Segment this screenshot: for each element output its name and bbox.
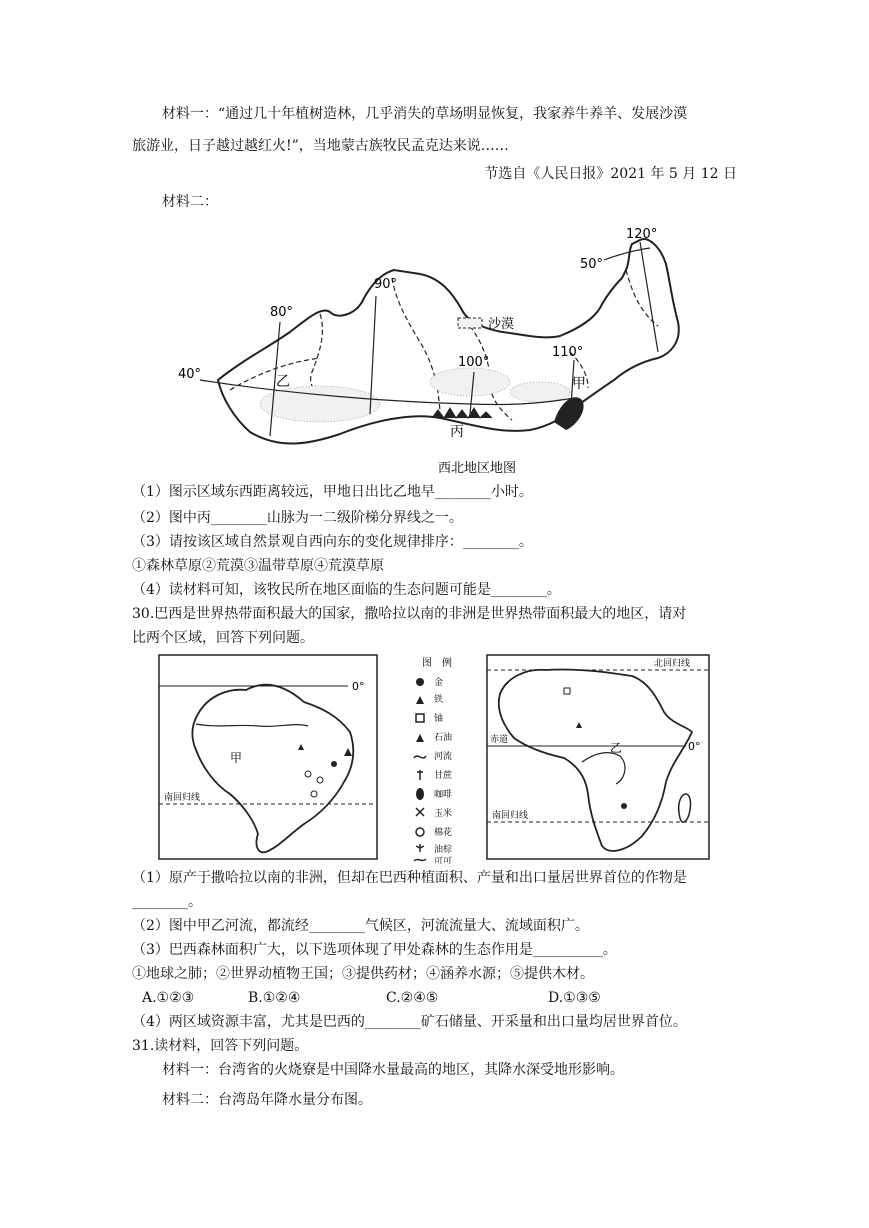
legend-cotton: 棉花 [434,828,453,838]
q29-sub2: （2）图中丙________山脉为一二级阶梯分界线之一。 [132,510,463,526]
africa-gold-symbol [621,803,627,809]
desert-legend-swatch [458,318,482,328]
q31-material1: 材料一：台湾省的火烧寮是中国降水量最高的地区，其降水深受地形影响。 [162,1062,624,1078]
legend-corn-icon [416,808,424,816]
province-boundary-6 [626,270,658,326]
legend-uranium-icon [416,714,424,722]
africa-zero-lat: 0° [688,740,701,753]
lon-90-label: 90° [374,277,398,292]
legend-coffee: 咖啡 [434,790,453,800]
material1-line2: 旅游业，日子越过越红火!”，当地蒙古族牧民孟克达来说…… [132,138,509,154]
map-caption: 西北地区地图 [438,461,517,476]
material2-label: 材料二： [162,194,218,210]
brazil-zero-lat: 0° [352,680,365,693]
material1-source: 节选自《人民日报》2021 年 5 月 12 日 [484,166,737,182]
q30-stem-line2: 比两个区域，回答下列问题。 [132,630,314,646]
q30-sub4: （4）两区域资源丰富，尤其是巴西的________矿石储量、开采量和出口量均居世界首位。 [132,1014,687,1030]
choice-c: C.②④⑤ [386,990,439,1006]
legend-iron: 铁 [434,695,444,705]
q30-sub3: （3）巴西森林面积广大，以下选项体现了甲处森林的生态作用是__________。 [132,942,617,958]
province-boundary-2 [392,278,440,412]
africa-place-yi: 乙 [610,741,623,755]
legend-sugarcane: 甘蔗 [434,771,453,781]
legend-uranium: 铀 [434,714,444,724]
desert-area-west [260,386,380,422]
highland-near-jia [554,397,584,430]
legend-river-icon [414,756,426,758]
q30-sub1-line2: ________。 [132,894,202,910]
lat-50-label: 50° [580,257,604,272]
legend-oil: 石油 [434,733,453,743]
lat-40-label: 40° [178,367,202,382]
lon-110-label: 110° [552,345,584,360]
map-legend [408,654,470,864]
q30-sub3-options: ①地球之肺；②世界动植物王国；③提供药材；④涵养水源；⑤提供木材。 [132,966,594,982]
place-yi-label: 乙 [276,374,290,390]
legend-oilpalm: 油棕 [434,845,453,855]
legend-corn: 玉米 [434,809,453,819]
q29-options: ①森林草原②荒漠③温带草原④荒漠草原 [132,558,384,574]
legend-oil-icon [416,734,424,742]
africa-tropic-n-label: 北回归线 [654,659,691,669]
q29-sub4: （4）读材料可知，该牧民所在地区面临的生态问题可能是________。 [132,582,561,598]
africa-map-frame [487,655,709,859]
q30-stem-line1: 30.巴西是世界热带面积最大的国家，撒哈拉以南的非洲是世界热带面积最大的地区，请对 [132,606,687,622]
africa-tropic-s-label: 南回归线 [492,811,529,821]
legend-cocoa: 可可 [434,857,453,864]
q31-stem: 31.读材料，回答下列问题。 [132,1038,309,1054]
q29-sub3: （3）请按该区域自然景观自西向东的变化规律排序：________。 [132,534,533,550]
q31-material2: 材料二：台湾岛年降水量分布图。 [162,1092,372,1108]
brazil-tropic-label: 南回归线 [164,793,201,803]
mountain-range [432,408,492,418]
choice-a: A.①②③ [142,990,195,1006]
legend-sugarcane-icon [417,770,423,780]
choice-b: B.①②④ [248,990,301,1006]
legend-river: 河流 [434,752,453,762]
legend-oilpalm-icon [416,844,424,852]
choice-d: D.①③⑤ [548,990,601,1006]
legend-cocoa-icon [414,859,426,861]
africa-equator-label: 赤道 [490,735,509,745]
northwest-map [170,222,700,480]
q29-sub1: （1）图示区域东西距离较远，甲地日出比乙地早________小时。 [132,484,533,500]
place-jia-label: 甲 [572,376,586,392]
africa-map [486,654,710,860]
desert-area-east [510,382,570,402]
lon-120-label: 120° [626,227,658,242]
lon-100-label: 100° [458,355,490,370]
legend-gold: 金 [434,678,444,688]
brazil-gold-symbol [331,761,337,767]
q30-sub2: （2）图中甲乙河流，都流经________气候区，河流流量大、流域面积广。 [132,918,589,934]
legend-gold-icon [416,678,424,686]
desert-area-center [430,368,510,396]
meridian-120 [640,242,658,352]
q30-sub1-line1: （1）原产于撒哈拉以南的非洲，但却在巴西种植面积、产量和出口量居世界首位的作物是 [132,870,687,886]
legend-coffee-icon [416,788,424,800]
material1-line1: 材料一：“通过几十年植树造林，几乎消失的草场明显恢复，我家养牛养羊、发展沙漠 [162,106,688,122]
brazil-place-jia: 甲 [230,751,243,765]
legend-iron-icon [416,696,424,704]
desert-legend-label: 沙漠 [488,317,515,332]
brazil-map [158,654,378,860]
place-bing-label: 丙 [450,424,464,440]
lon-80-label: 80° [270,305,294,320]
legend-cotton-icon [416,828,424,836]
legend-title: 图 例 [422,658,452,669]
